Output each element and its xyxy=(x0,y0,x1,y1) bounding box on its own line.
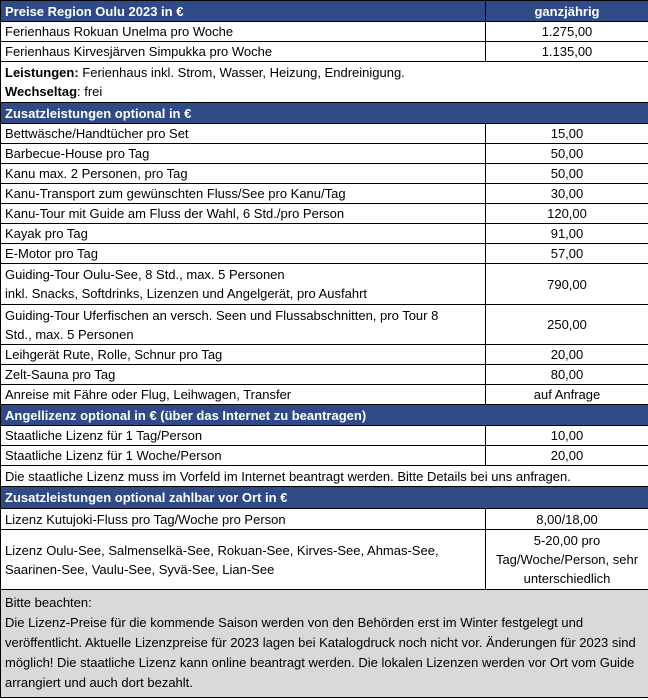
section-header-row xyxy=(1,487,648,509)
table-row xyxy=(1,124,648,144)
item-price: 1.135,00 xyxy=(486,42,648,62)
table-row xyxy=(1,530,648,590)
item-price: 20,00 xyxy=(486,345,648,365)
item-price: 91,00 xyxy=(486,224,648,244)
license-note-row xyxy=(1,466,648,487)
item-label xyxy=(1,305,486,345)
table-row xyxy=(1,365,648,385)
item-label-line: Guiding-Tour Oulu-See, 8 Std., max. 5 Personen xyxy=(5,267,285,282)
item-price-line: Tag/Woche/Person, sehr xyxy=(495,552,639,567)
item-label: Staatliche Lizenz für 1 Woche/Person xyxy=(1,446,486,466)
item-price: 10,00 xyxy=(486,426,648,446)
table-row xyxy=(1,42,648,62)
section-header-row xyxy=(1,103,648,124)
table-title: Preise Region Oulu 2023 in € xyxy=(1,1,486,22)
item-price: 120,00 xyxy=(486,204,648,224)
table-row xyxy=(1,426,648,446)
item-label-line: Saarinen-See, Vaulu-See, Syvä-See, Lian-See xyxy=(5,561,275,577)
item-price: auf Anfrage xyxy=(486,385,648,405)
item-label: Bettwäsche/Handtücher pro Set xyxy=(1,124,486,144)
item-label: Kanu max. 2 Personen, pro Tag xyxy=(1,164,486,184)
leistungen-text: Ferienhaus inkl. Strom, Wasser, Heizung, Endreinigung. xyxy=(78,65,405,80)
item-label: Zelt-Sauna pro Tag xyxy=(1,365,486,385)
item-label: Staatliche Lizenz für 1 Tag/Person xyxy=(1,426,486,446)
item-price-line: 5-20,00 pro xyxy=(533,533,601,548)
table-row xyxy=(1,509,648,530)
note-title: Bitte beachten: xyxy=(5,595,92,610)
table-row xyxy=(1,385,648,405)
note-cell xyxy=(1,590,648,698)
item-price xyxy=(486,530,648,590)
note-text: Die Lizenz-Preise für die kommende Saison werden von den Behörden erst im Winter festgelegt und veröffentlicht. Aktuelle Lizenzpreise für 2023 lagen bei Katalogdruck noch nicht vor. Änderungen für 2023 sind möglich! Die staatliche Lizenz kann online beantragt werden. Die lokalen Lizenzen werden vor Ort vom Guide arrangiert und auch dort bezahlt. xyxy=(5,615,636,690)
item-price: 57,00 xyxy=(486,244,648,264)
item-price: 790,00 xyxy=(486,264,648,305)
item-label: Anreise mit Fähre oder Flug, Leihwagen, Transfer xyxy=(1,385,486,405)
table-row xyxy=(1,305,648,345)
table-row xyxy=(1,144,648,164)
item-price-line: unterschiedlich xyxy=(523,571,611,586)
services-cell xyxy=(1,62,648,103)
table-row xyxy=(1,204,648,224)
table-row xyxy=(1,446,648,466)
item-price: 1.275,00 xyxy=(486,22,648,42)
license-header: Angellizenz optional in € (über das Internet zu beantragen) xyxy=(1,405,648,426)
item-price: 50,00 xyxy=(486,164,648,184)
item-price: 30,00 xyxy=(486,184,648,204)
item-label xyxy=(1,530,486,590)
item-label-line: Guiding-Tour Uferfischen an versch. Seen und Flussabschnitten, pro Tour 8 xyxy=(5,307,439,323)
item-label: Ferienhaus Kirvesjärven Simpukka pro Woche xyxy=(1,42,486,62)
item-label: Leihgerät Rute, Rolle, Schnur pro Tag xyxy=(1,345,486,365)
item-price: 250,00 xyxy=(486,305,648,345)
wechseltag-label: Wechseltag xyxy=(5,84,78,99)
local-header: Zusatzleistungen optional zahlbar vor Ort in € xyxy=(1,487,648,509)
header-row xyxy=(1,1,648,22)
item-price: 15,00 xyxy=(486,124,648,144)
services-row xyxy=(1,62,648,103)
extras-header: Zusatzleistungen optional in € xyxy=(1,103,648,124)
wechseltag-text: : frei xyxy=(77,84,103,99)
item-price: 80,00 xyxy=(486,365,648,385)
item-label: Lizenz Kutujoki-Fluss pro Tag/Woche pro Person xyxy=(1,509,486,530)
leistungen-line xyxy=(5,63,644,82)
item-price: 8,00/18,00 xyxy=(486,509,648,530)
item-label: E-Motor pro Tag xyxy=(1,244,486,264)
leistungen-label: Leistungen: xyxy=(5,65,79,80)
table-row xyxy=(1,164,648,184)
item-label: Kanu-Transport zum gewünschten Fluss/See pro Kanu/Tag xyxy=(1,184,486,204)
item-label-line: inkl. Snacks, Softdrinks, Lizenzen und Angelgerät, pro Ausfahrt xyxy=(5,286,368,301)
table-row xyxy=(1,244,648,264)
item-label: Barbecue-House pro Tag xyxy=(1,144,486,164)
item-label: Kanu-Tour mit Guide am Fluss der Wahl, 6 Std./pro Person xyxy=(1,204,486,224)
table-row xyxy=(1,264,648,305)
table-row xyxy=(1,224,648,244)
item-price: 20,00 xyxy=(486,446,648,466)
item-label-line: Std., max. 5 Personen xyxy=(5,326,134,342)
season-header: ganzjährig xyxy=(486,1,648,22)
section-header-row xyxy=(1,405,648,426)
item-label: Kayak pro Tag xyxy=(1,224,486,244)
item-price: 50,00 xyxy=(486,144,648,164)
item-label xyxy=(1,264,486,305)
table-row xyxy=(1,22,648,42)
table-row xyxy=(1,345,648,365)
table-row xyxy=(1,184,648,204)
wechseltag-line xyxy=(5,82,644,101)
item-label-line: Lizenz Oulu-See, Salmenselkä-See, Rokuan-See, Kirves-See, Ahmas-See, xyxy=(5,542,439,558)
note-row xyxy=(1,590,648,698)
license-note: Die staatliche Lizenz muss im Vorfeld im Internet beantragt werden. Bitte Details bei uns anfragen. xyxy=(1,466,648,487)
item-label: Ferienhaus Rokuan Unelma pro Woche xyxy=(1,22,486,42)
